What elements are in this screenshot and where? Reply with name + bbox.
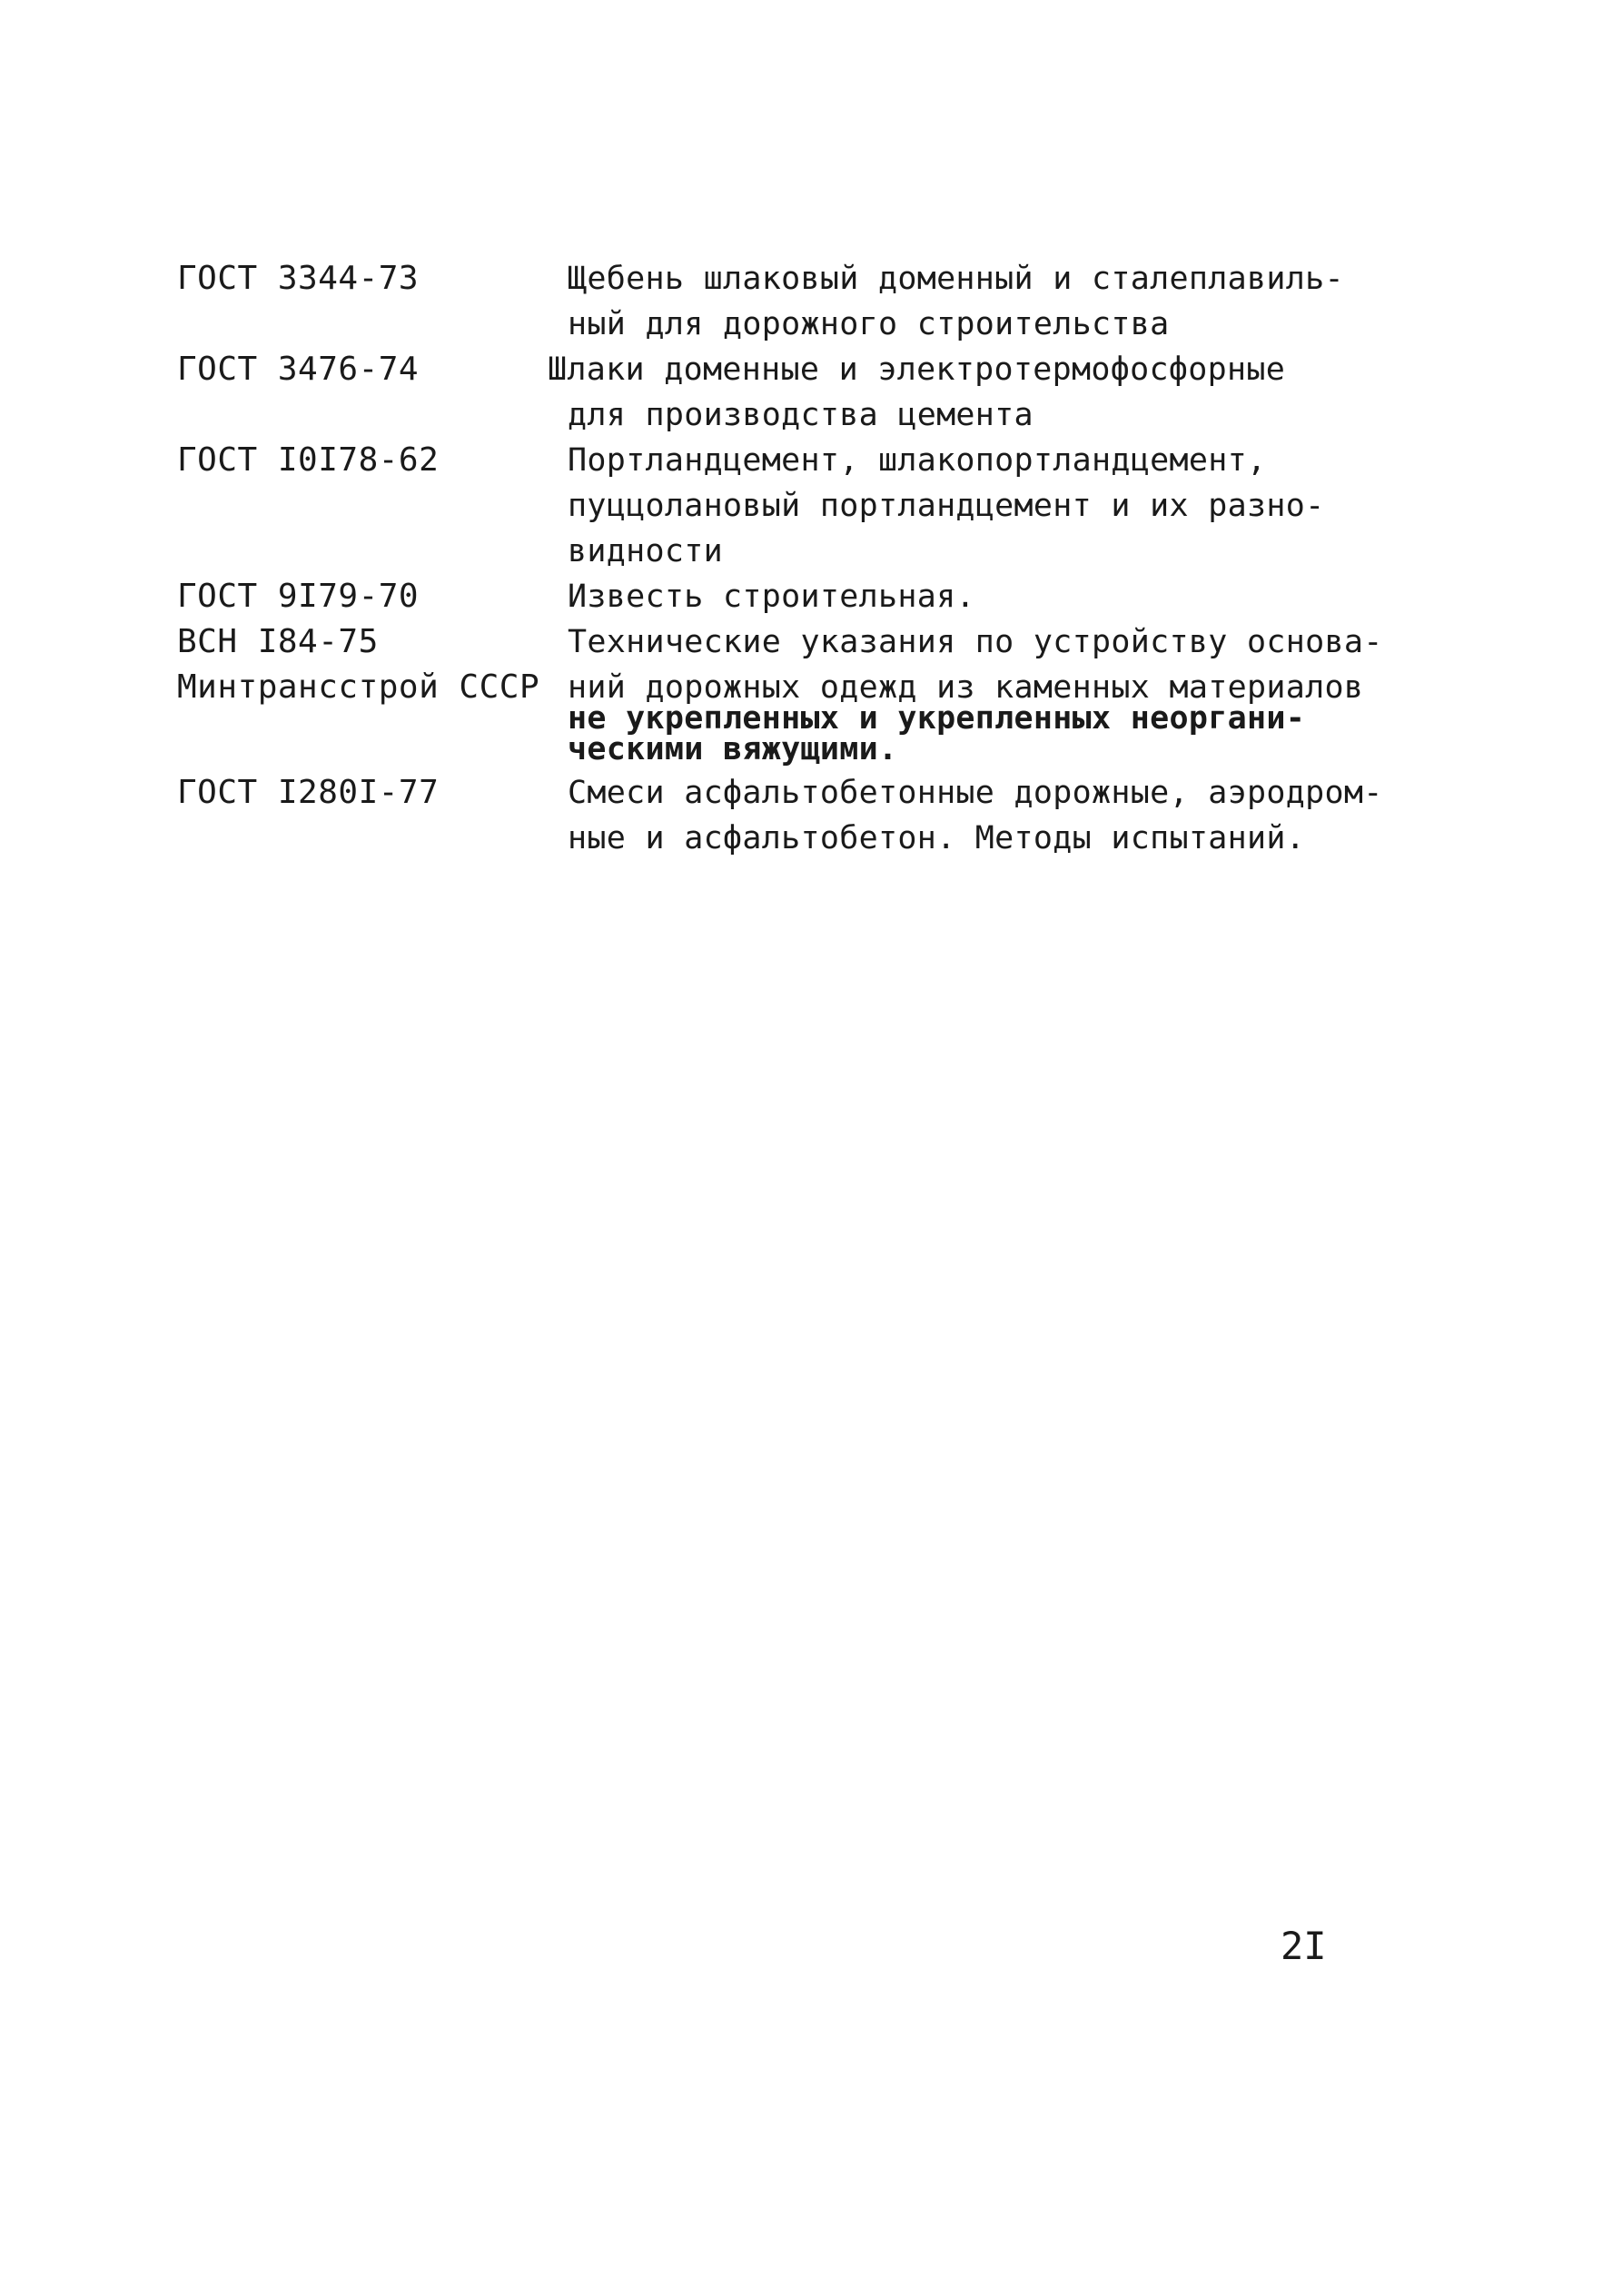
reference-title-line: пуццолановый портландцемент и их разно- bbox=[568, 488, 1325, 524]
reference-title-line: Смеси асфальтобетонные дорожные, аэродром- bbox=[568, 775, 1383, 811]
reference-item bbox=[177, 574, 1376, 619]
reference-title-line: ческими вяжущими. bbox=[568, 731, 898, 767]
reference-title bbox=[568, 770, 1383, 861]
reference-code: ГОСТ 3344-73 bbox=[177, 260, 420, 297]
reference-code: ГОСТ I0I78-62 bbox=[177, 441, 440, 479]
reference-title-line: для производства цемента bbox=[568, 397, 1034, 433]
reference-title-line: не укрепленных и укрепленных неоргани- bbox=[568, 700, 1306, 737]
reference-code: ГОСТ 3476-74 bbox=[177, 351, 420, 388]
reference-title-line: Известь строительная. bbox=[568, 579, 975, 615]
reference-title-line: видности bbox=[568, 533, 723, 569]
page-number: 2I bbox=[1281, 1924, 1327, 1968]
reference-item bbox=[177, 770, 1383, 861]
reference-title bbox=[568, 256, 1376, 347]
reference-title bbox=[548, 347, 1376, 438]
reference-title-line: Щебень шлаковый доменный и сталеплавиль- bbox=[568, 261, 1344, 297]
reference-title-line: ный для дорожного строительства bbox=[568, 306, 1170, 342]
reference-code: ВСН I84-75 Минтрансстрой СССР bbox=[177, 623, 540, 706]
reference-title-line: Шлаки доменные и электротермофосфорные bbox=[548, 351, 1286, 388]
reference-title bbox=[568, 438, 1376, 574]
reference-title-line: ний дорожных одежд из каменных материалов bbox=[568, 669, 1364, 706]
reference-title bbox=[568, 619, 1383, 765]
reference-code: ГОСТ 9I79-70 bbox=[177, 578, 420, 615]
reference-title-line: Технические указания по устройству основа- bbox=[568, 624, 1383, 660]
reference-item bbox=[177, 256, 1376, 347]
reference-title-line: Портландцемент, шлакопортландцемент, bbox=[568, 442, 1267, 479]
reference-title-line: ные и асфальтобетон. Методы испытаний. bbox=[568, 820, 1306, 856]
reference-code: ГОСТ I280I-77 bbox=[177, 774, 440, 811]
reference-list bbox=[177, 256, 1383, 861]
reference-item bbox=[177, 619, 1383, 767]
reference-title bbox=[568, 574, 1376, 619]
reference-item bbox=[177, 347, 1376, 438]
reference-item bbox=[177, 438, 1376, 574]
